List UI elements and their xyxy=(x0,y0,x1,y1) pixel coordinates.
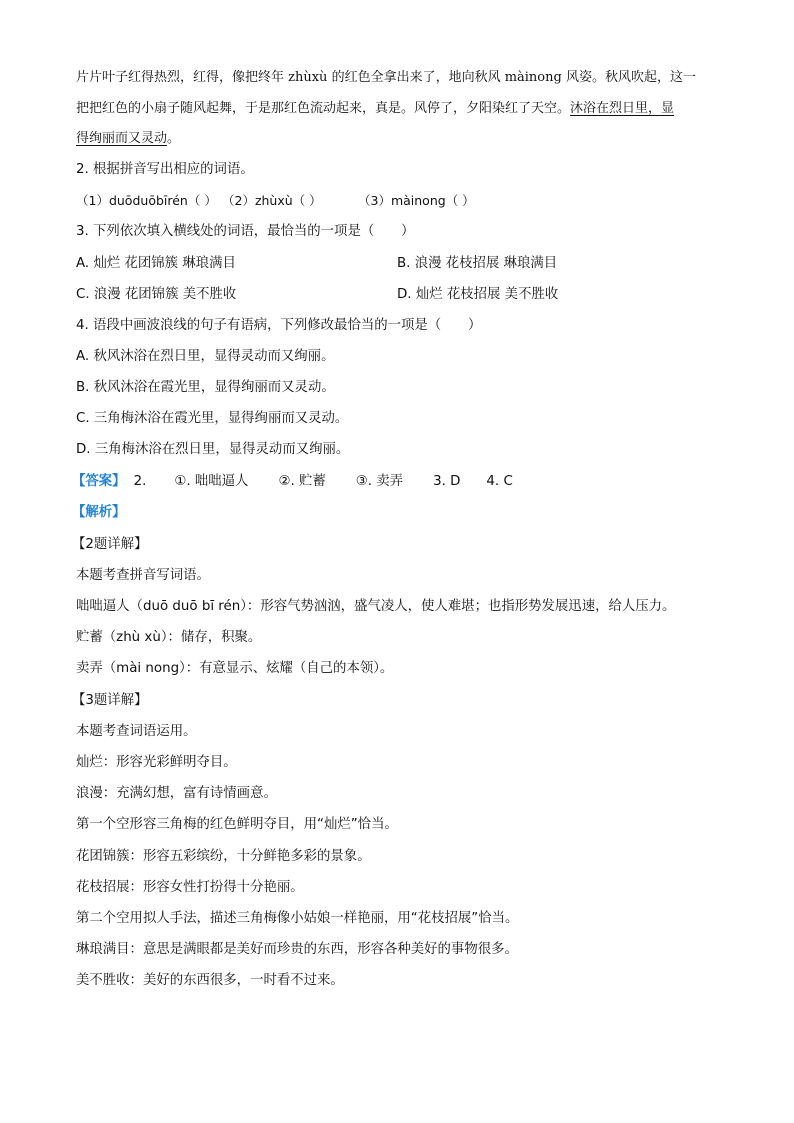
q4-option-d: D. 三角梅沐浴在烈日里，显得灵动而又绚丽。 xyxy=(76,442,350,457)
q3-detail-line: 美不胜收：美好的东西很多，一时看不过来。 xyxy=(76,973,344,988)
passage-line-3-end: 。 xyxy=(167,131,181,146)
q3-detail-heading: 【3题详解】 xyxy=(72,693,148,708)
q3-option-a: A. 灿烂 花团锦簇 琳琅满目 xyxy=(76,256,236,271)
answer-2-2: ②. 贮蓄 xyxy=(278,474,326,489)
q2-detail-line: 卖弄（mài nong）：有意显示、炫耀（自己的本领）。 xyxy=(76,661,394,676)
wavy-underlined-sentence-part-1: 沐浴在烈日里，显 xyxy=(570,101,675,116)
wavy-underlined-sentence-part-2: 得绚丽而又灵动 xyxy=(76,131,168,146)
answer-line xyxy=(72,473,513,491)
q3-detail-line: 第一个空形容三角梅的红色鲜明夺目，用“灿烂”恰当。 xyxy=(76,817,398,832)
answer-2-3: ③. 卖弄 xyxy=(355,474,404,489)
q3-detail-line: 本题考查词语运用。 xyxy=(76,724,197,739)
q2-detail-heading: 【2题详解】 xyxy=(72,537,148,552)
q2-detail-line: 本题考查拼音写词语。 xyxy=(76,568,210,583)
passage-line-1: 片片叶子红得热烈，红得，像把终年 zhùxù 的红色全拿出来了，地向秋风 màinong 风姿。秋风吹起，这一 xyxy=(76,70,696,85)
answer-label: 【答案】 xyxy=(72,474,126,489)
answer-2-1: ①. 咄咄逼人 xyxy=(174,474,249,489)
q4-option-b: B. 秋风沐浴在霞光里，显得绚丽而又灵动。 xyxy=(76,380,335,395)
q2-item-3: （3）màinong（ ） xyxy=(358,193,475,208)
q3-detail-line: 浪漫：充满幻想，富有诗情画意。 xyxy=(76,786,277,801)
passage-line-3 xyxy=(76,130,180,148)
q2-detail-line: 咄咄逼人（duō duō bī rén）：形容气势汹汹，盛气凌人，使人难堪；也指形势发展迅速，给人压力。 xyxy=(76,599,676,614)
q2-item-2: （2）zhùxù（ ） xyxy=(222,193,322,208)
q2-item-1: （1）duōduōbīrén（ ） xyxy=(76,193,217,208)
analysis-label: 【解析】 xyxy=(72,505,126,520)
q3-option-c: C. 浪漫 花团锦簇 美不胜收 xyxy=(76,287,237,302)
answer-prefix: 2. xyxy=(133,474,147,489)
q3-option-d: D. 灿烂 花枝招展 美不胜收 xyxy=(397,287,559,302)
q3-detail-line: 花团锦簇：形容五彩缤纷，十分鲜艳多彩的景象。 xyxy=(76,849,371,864)
q4-option-a: A. 秋风沐浴在烈日里，显得灵动而又绚丽。 xyxy=(76,349,335,364)
q4-stem: 4. 语段中画波浪线的句子有语病，下列修改最恰当的一项是（ ） xyxy=(76,318,482,333)
q3-detail-line: 花枝招展：形容女性打扮得十分艳丽。 xyxy=(76,880,304,895)
q4-option-c: C. 三角梅沐浴在霞光里，显得绚丽而又灵动。 xyxy=(76,411,349,426)
q3-detail-line: 第二个空用拟人手法，描述三角梅像小姑娘一样艳丽，用“花枝招展”恰当。 xyxy=(76,911,519,926)
answer-4: 4. C xyxy=(486,474,513,489)
q3-detail-line: 琳琅满目：意思是满眼都是美好而珍贵的东西，形容各种美好的事物很多。 xyxy=(76,942,518,957)
passage-line-2 xyxy=(76,100,674,118)
passage-line-2-plain: 把把红色的小扇子随风起舞，于是那红色流动起来，真是。风停了，夕阳染红了天空。 xyxy=(76,101,571,116)
q3-detail-line: 灿烂：形容光彩鲜明夺目。 xyxy=(76,755,237,770)
q3-stem: 3. 下列依次填入横线处的词语，最恰当的一项是（ ） xyxy=(76,224,415,239)
q3-option-b: B. 浪漫 花枝招展 琳琅满目 xyxy=(397,256,558,271)
q2-stem: 2. 根据拼音写出相应的词语。 xyxy=(76,162,254,177)
q2-detail-line: 贮蓄（zhù xù）：储存，积聚。 xyxy=(76,630,262,645)
answer-3: 3. D xyxy=(433,474,461,489)
